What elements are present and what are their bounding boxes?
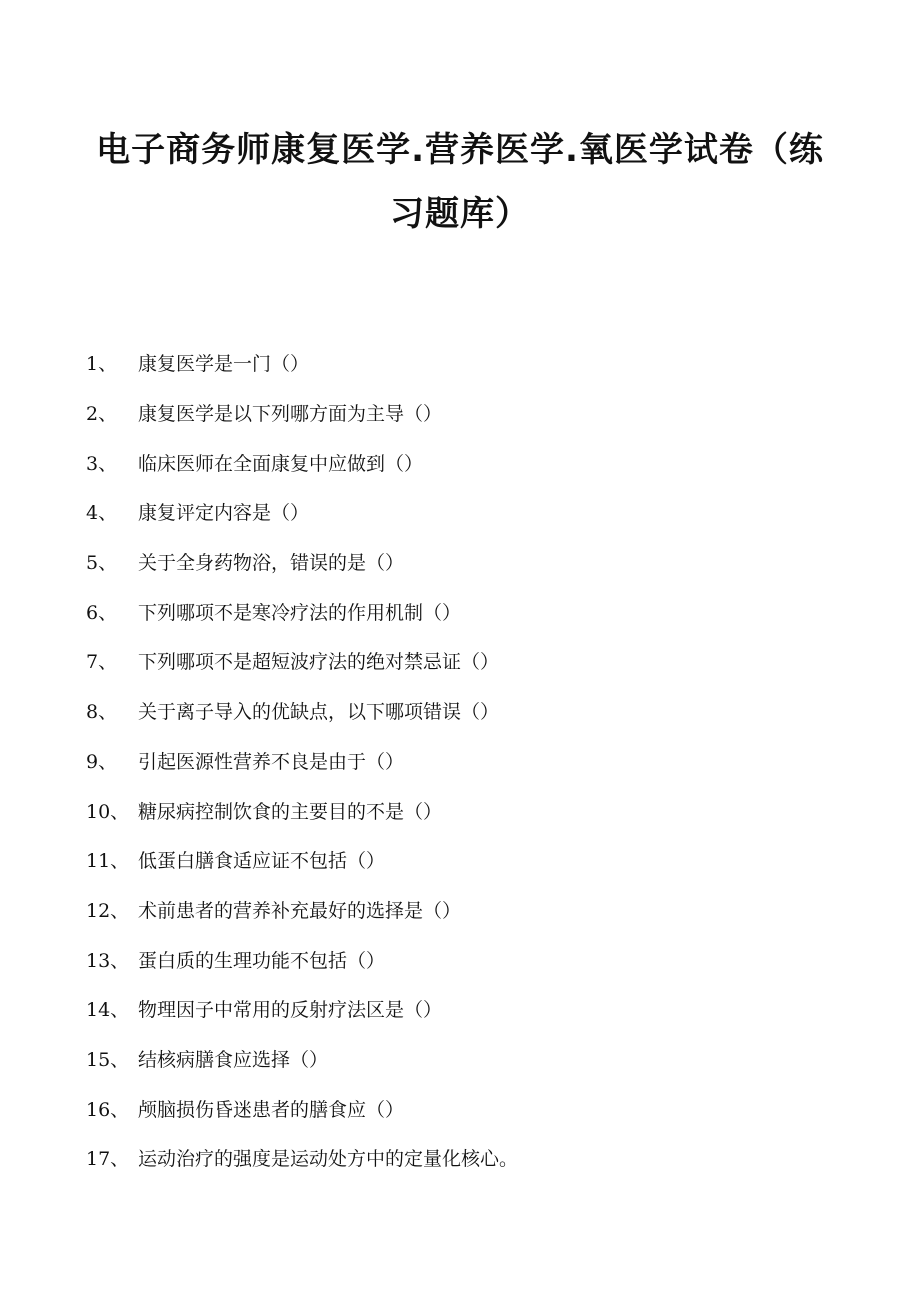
title-line-1: 电子商务师康复医学.营养医学.氧医学试卷（练 [96, 130, 824, 170]
question-number: 5、 [86, 552, 118, 575]
question-text: 结核病膳食应选择（） [138, 1048, 329, 1071]
question-text: 康复医学是以下列哪方面为主导（） [138, 403, 443, 426]
question-number: 15、 [86, 1048, 130, 1071]
question-text: 关于离子导入的优缺点，以下哪项错误（） [138, 701, 500, 724]
question-text: 蛋白质的生理功能不包括（） [138, 949, 386, 972]
question-text: 关于全身药物浴，错误的是（） [138, 552, 405, 575]
question-item [86, 736, 866, 786]
question-item [86, 1133, 866, 1183]
question-text: 糖尿病控制饮食的主要目的不是（） [138, 800, 443, 823]
question-text: 康复评定内容是（） [138, 502, 310, 525]
question-text: 下列哪项不是寒冷疗法的作用机制（） [138, 601, 462, 624]
question-number: 4、 [86, 502, 118, 525]
question-item [86, 885, 866, 935]
question-number: 7、 [86, 651, 118, 674]
question-number: 10、 [86, 800, 130, 823]
question-text: 康复医学是一门（） [138, 353, 310, 376]
question-text: 运动治疗的强度是运动处方中的定量化核心。 [138, 1148, 519, 1171]
question-item [86, 835, 866, 885]
question-item [86, 984, 866, 1034]
title-line-2: 习题库） [390, 194, 530, 234]
question-item [86, 586, 866, 636]
question-number: 2、 [86, 403, 118, 426]
question-number: 14、 [86, 999, 130, 1022]
question-item [86, 338, 866, 388]
question-item [86, 487, 866, 537]
question-item [86, 388, 866, 438]
question-item [86, 636, 866, 686]
question-item [86, 686, 866, 736]
question-number: 16、 [86, 1098, 130, 1121]
question-number: 1、 [86, 353, 118, 376]
question-number: 8、 [86, 701, 118, 724]
question-text: 引起医源性营养不良是由于（） [138, 750, 405, 773]
question-item [86, 785, 866, 835]
question-item [86, 1083, 866, 1133]
question-number: 9、 [86, 750, 118, 773]
question-item [86, 934, 866, 984]
question-number: 6、 [86, 601, 118, 624]
question-number: 11、 [86, 850, 130, 873]
question-number: 3、 [86, 452, 118, 475]
question-text: 术前患者的营养补充最好的选择是（） [138, 899, 462, 922]
question-number: 12、 [86, 899, 130, 922]
question-item [86, 437, 866, 487]
question-text: 低蛋白膳食适应证不包括（） [138, 850, 386, 873]
question-text: 临床医师在全面康复中应做到（） [138, 452, 424, 475]
question-list [86, 338, 866, 1183]
question-number: 13、 [86, 949, 130, 972]
question-text: 下列哪项不是超短波疗法的绝对禁忌证（） [138, 651, 500, 674]
document-title [60, 118, 860, 246]
question-text: 颅脑损伤昏迷患者的膳食应（） [138, 1098, 405, 1121]
question-item [86, 1034, 866, 1084]
question-item [86, 537, 866, 587]
question-number: 17、 [86, 1148, 130, 1171]
question-text: 物理因子中常用的反射疗法区是（） [138, 999, 443, 1022]
